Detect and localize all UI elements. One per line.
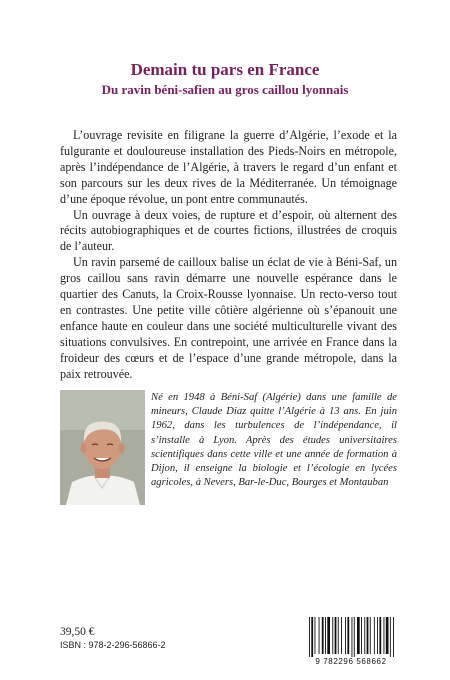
barcode [305, 615, 397, 665]
synopsis-paragraph-1: L’ouvrage revisite en filigrane la guerre d’Algérie, l’exode et la fulgurante et douloureuse installation des Pieds-Noirs en métropole, après l’indépendance de l’Algérie, à travers le regard d’un enfant et son parcours sur les deux rives de la Méditerranée. Un témoignage d’une époque révolue, un pont entre communautés. [60, 128, 397, 206]
synopsis-paragraph-3: Un ravin parsemé de cailloux balise un éclat de vie à Béni-Saf, un gros caillou sans ravin démarre une nouvelle espérance dans le quartier des Canuts, la Croix-Rousse lyonnaise. Un recto-verso tout en contrastes. Une petite ville côtière algérienne où s’épanouit une enfance haute en couleur dans une société multiculturelle vivant des situations convulsives. En contrepoint, une arrivée en France dans la froideur des cœurs et de l’espace d’une grande métropole, dans la paix retrouvée. [60, 255, 397, 381]
book-subtitle: Du ravin béni-safien au gros caillou lyonnais [101, 82, 349, 97]
book-title: Demain tu pars en France [130, 60, 320, 79]
author-photo [60, 390, 145, 505]
synopsis-paragraph-2: Un ouvrage à deux voies, de rupture et d’espoir, où alternent des récits autobiographiques et de courtes fictions, illustrées de croquis de l’auteur. [60, 207, 397, 254]
isbn: ISBN : 978-2-296-56866-2 [60, 640, 166, 650]
barcode-bars [305, 615, 397, 657]
price: 39,50 € [60, 626, 95, 638]
synopsis [60, 128, 397, 383]
author-bio: Né en 1948 à Béni-Saf (Algérie) dans une famille de mineurs, Claude Diaz quitte l’Algérie à 13 ans. En juin 1962, dans les turbulences de l’indépendance, il s’installe à Lyon. Après des études universitaires scientifiques dans cette ville et une année de formation à Dijon, il enseigne la biologie et l’écologie en lycées agricoles, à Nevers, Bar-le-Duc, Bourges et Montauban [151, 392, 397, 489]
barcode-digits: 9 782296 568662 [315, 657, 387, 666]
